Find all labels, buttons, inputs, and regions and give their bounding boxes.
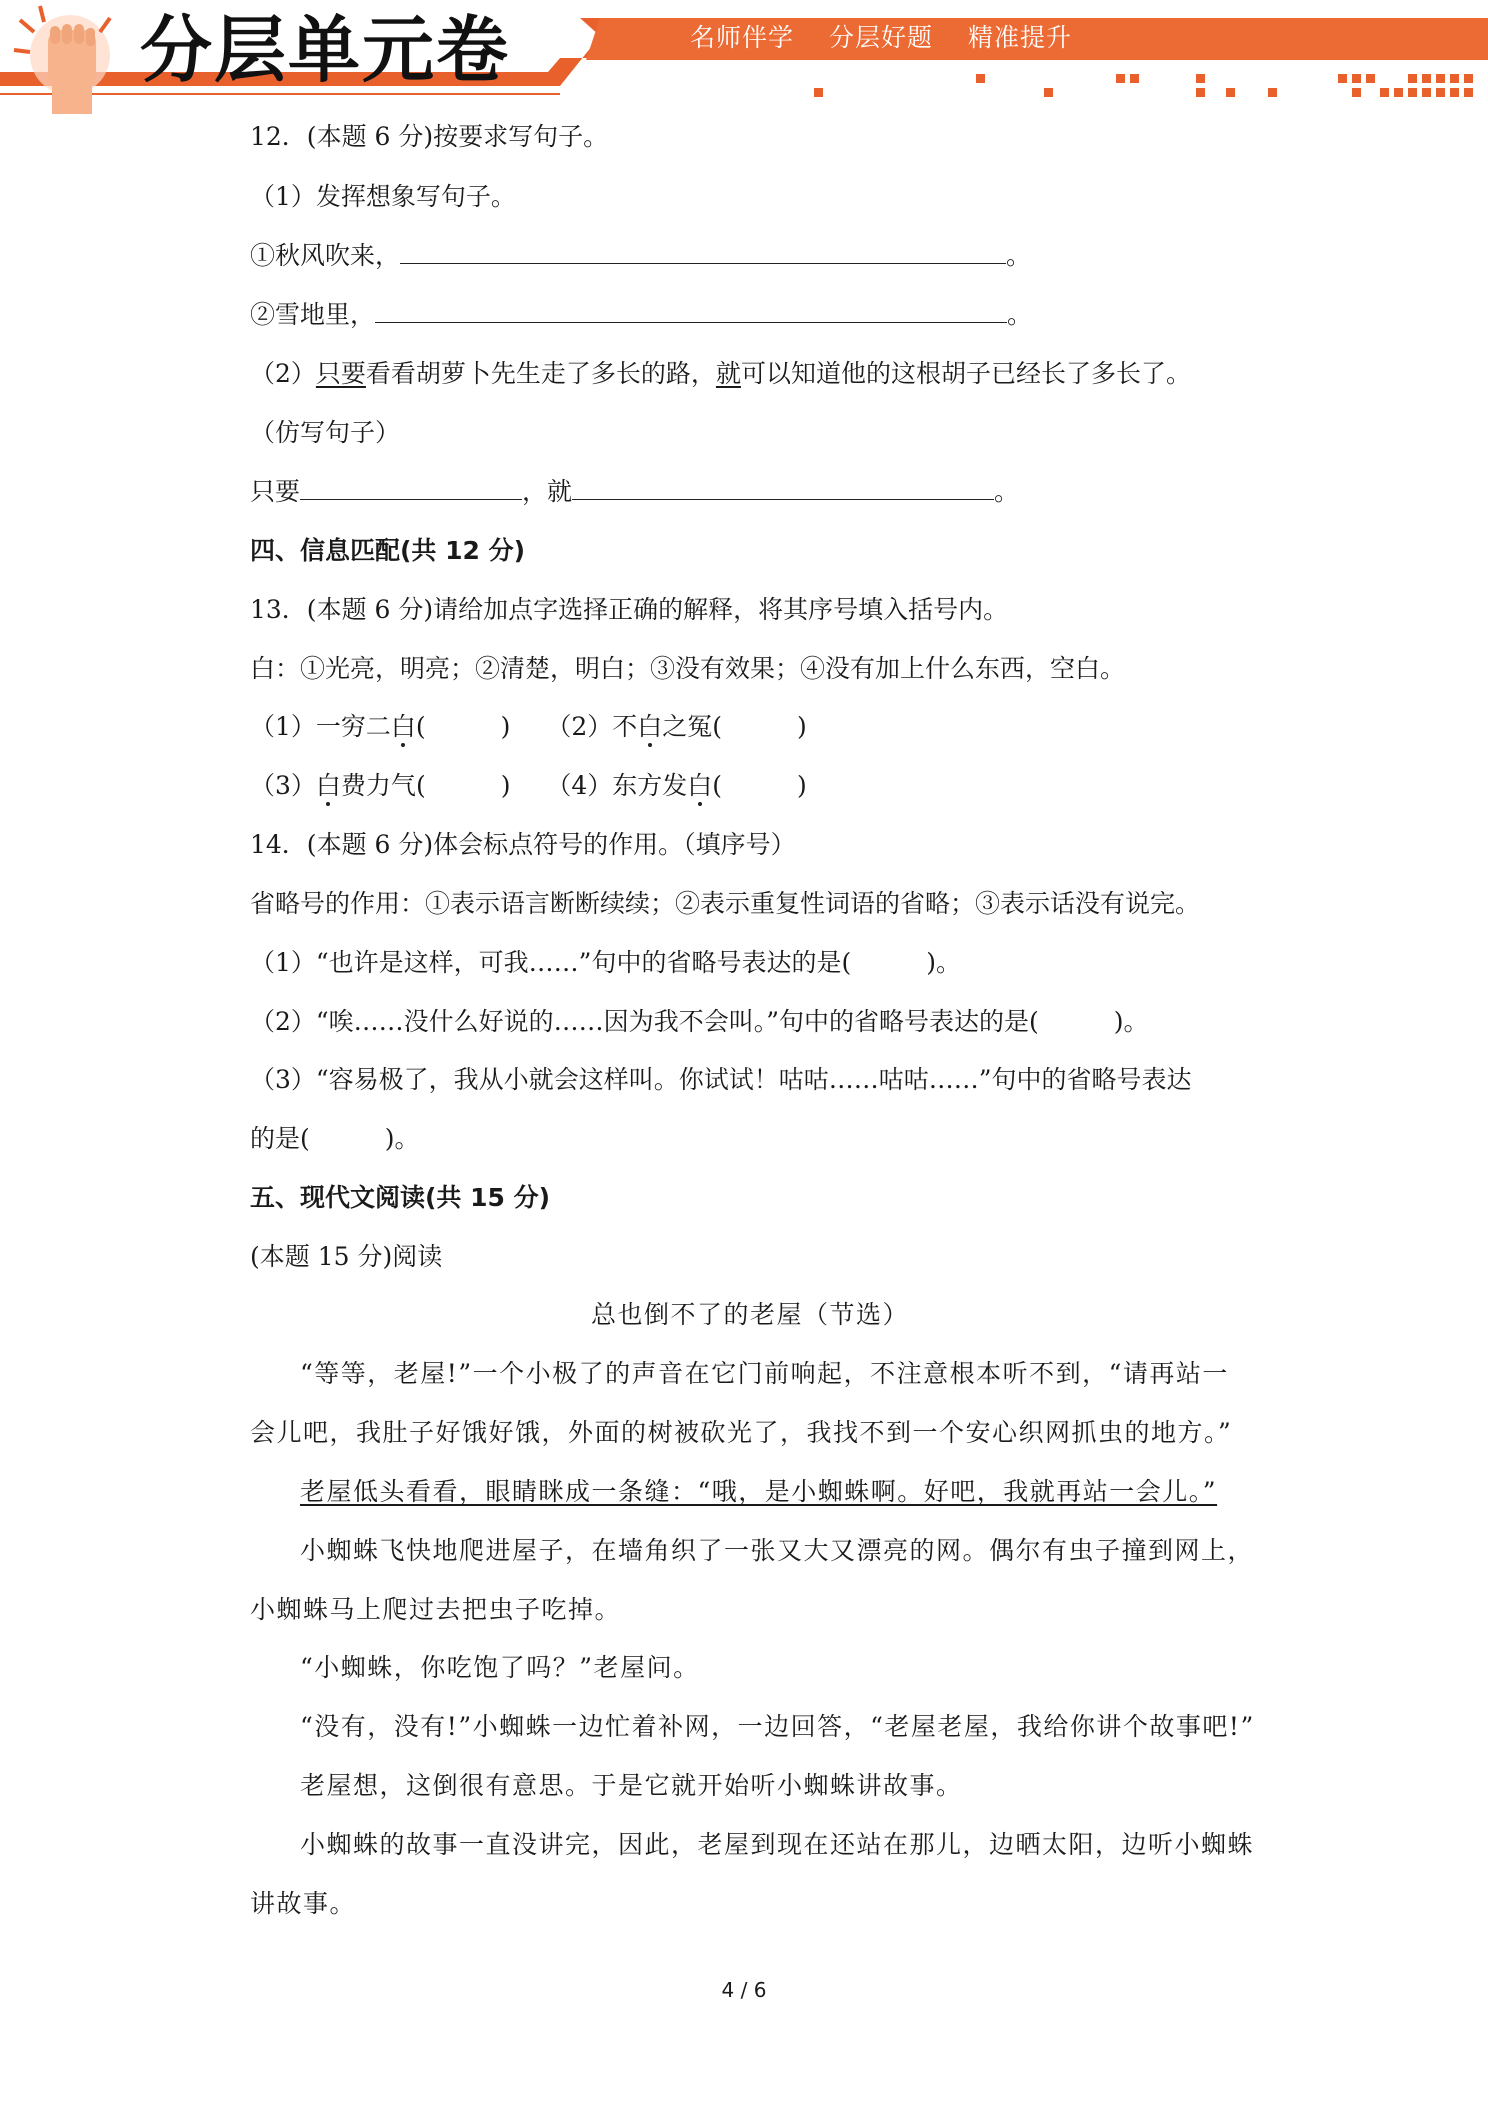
q12-imit-end: 。 bbox=[994, 477, 1020, 506]
slogan-1: 名师伴学 bbox=[690, 23, 795, 52]
answer-blank-a[interactable] bbox=[400, 241, 1006, 264]
reading-para-5: “没有，没有!”小蜘蛛一边忙着补网，一边回答，“老屋老屋，我给你讲个故事吧!” bbox=[300, 1712, 1255, 1741]
section-4-title: 四、信息匹配(共 12 分) bbox=[250, 536, 526, 565]
page-header bbox=[0, 0, 1488, 130]
q12-imit-a: 只要 bbox=[250, 477, 301, 506]
q14-item-2: （2）“唉……没什么好说的……因为我不会叫。”句中的省略号表达的是( )。 bbox=[250, 1007, 1149, 1036]
q12-title: 12．(本题 6 分)按要求写句子。 bbox=[250, 122, 609, 151]
reading-para-2: 老屋低头看看，眼睛眯成一条缝：“哦，是小蜘蛛啊。好吧，我就再站一会儿。” bbox=[300, 1477, 1218, 1506]
q14-item-3-cont: 的是( )。 bbox=[250, 1124, 420, 1153]
reading-title: 总也倒不了的老屋（节选） bbox=[590, 1300, 909, 1329]
q14-definition: 省略号的作用：①表示语言断断续续；②表示重复性词语的省略；③表示话没有说完。 bbox=[250, 889, 1201, 918]
q13-item-3-rest: 费力气 bbox=[340, 771, 416, 800]
answer-paren-1[interactable]: ( ) bbox=[415, 712, 511, 741]
q13-item-4: （4）东方发 bbox=[546, 771, 688, 800]
q14-item-3: （3）“容易极了，我从小就会这样叫。你试试！咕咕……咕咕……”句中的省略号表达 bbox=[250, 1065, 1192, 1094]
q12-line-b bbox=[250, 298, 1032, 332]
reading-para-7: 小蜘蛛的故事一直没讲完，因此，老屋到现在还站在那儿，边晒太阳，边听小蜘蛛 bbox=[300, 1830, 1255, 1859]
brand-title: 分层单元卷 bbox=[140, 8, 511, 92]
q12-part2-note: （仿写句子） bbox=[250, 418, 401, 447]
q14-title: 14．(本题 6 分)体会标点符号的作用。（填序号） bbox=[250, 830, 796, 859]
reading-para-4: “小蜘蛛，你吃饱了吗？”老屋问。 bbox=[300, 1653, 700, 1682]
slogan-3: 精准提升 bbox=[967, 23, 1072, 52]
q12-part2 bbox=[250, 357, 1191, 391]
slogan-2: 分层好题 bbox=[828, 23, 933, 52]
answer-blank-c[interactable] bbox=[300, 477, 522, 500]
q12-end-b: 。 bbox=[1007, 300, 1033, 329]
dotted-char: 白 bbox=[315, 771, 341, 800]
answer-blank-d[interactable] bbox=[572, 477, 994, 500]
dotted-char: 白 bbox=[687, 771, 713, 800]
q12-p2-pre: （2） bbox=[250, 359, 316, 388]
answer-paren-2[interactable]: ( ) bbox=[712, 712, 807, 741]
q13-title: 13．(本题 6 分)请给加点字选择正确的解释，将其序号填入括号内。 bbox=[250, 595, 1009, 624]
q12-p2-post: 可以知道他的这根胡子已经长了多长了。 bbox=[740, 359, 1191, 388]
q13-item-3: （3） bbox=[250, 771, 316, 800]
q12-line-a bbox=[250, 239, 1031, 273]
answer-blank-b[interactable] bbox=[375, 300, 1007, 323]
reading-para-6: 老屋想，这倒很有意思。于是它就开始听小蜘蛛讲故事。 bbox=[300, 1771, 963, 1800]
q13-item-2: （2）不 bbox=[546, 712, 638, 741]
q13-definition: 白：①光亮，明亮；②清楚，明白；③没有效果；④没有加上什么东西，空白。 bbox=[250, 654, 1126, 683]
q12-prompt-b: ②雪地里， bbox=[250, 300, 376, 329]
q12-p2-underlined-2: 就 bbox=[715, 359, 741, 388]
pixel-decoration bbox=[814, 74, 1473, 97]
reading-para-7-cont: 讲故事。 bbox=[250, 1889, 357, 1918]
fist-logo-icon bbox=[14, 6, 110, 114]
reading-para-3-cont: 小蜘蛛马上爬过去把虫子吃掉。 bbox=[250, 1595, 622, 1624]
q13-item-1: （1）一穷二 bbox=[250, 712, 391, 741]
section-5-title: 五、现代文阅读(共 15 分) bbox=[250, 1183, 551, 1212]
q13-row-1 bbox=[250, 710, 807, 744]
answer-paren-4[interactable]: ( ) bbox=[712, 771, 807, 800]
q12-imitation bbox=[250, 475, 1019, 509]
dotted-char: 白 bbox=[637, 712, 663, 741]
q12-end-a: 。 bbox=[1006, 241, 1032, 270]
q12-p2-mid: 看看胡萝卜先生走了多长的路， bbox=[365, 359, 716, 388]
q13-item-2-rest: 之冤 bbox=[662, 712, 713, 741]
q12-p2-underlined-1: 只要 bbox=[315, 359, 366, 388]
dotted-char: 白 bbox=[390, 712, 416, 741]
q12-imit-b: ，就 bbox=[522, 477, 573, 506]
answer-paren-3[interactable]: ( ) bbox=[415, 771, 511, 800]
reading-para-3: 小蜘蛛飞快地爬进屋子，在墙角织了一张又大又漂亮的网。偶尔有虫子撞到网上， bbox=[300, 1536, 1255, 1565]
reading-para-1: “等等，老屋!”一个小极了的声音在它门前响起，不注意根本听不到，“请再站一 bbox=[300, 1359, 1229, 1388]
slogan bbox=[690, 18, 1098, 54]
q12-part1: （1）发挥想象写句子。 bbox=[250, 182, 516, 211]
reading-para-1-cont: 会儿吧，我肚子好饿好饿，外面的树被砍光了，我找不到一个安心织网抓虫的地方。” bbox=[250, 1418, 1233, 1447]
q14-item-1: （1）“也许是这样，可我……”句中的省略号表达的是( )。 bbox=[250, 948, 961, 977]
reading-intro: (本题 15 分)阅读 bbox=[250, 1242, 443, 1271]
q12-prompt-a: ①秋风吹来， bbox=[250, 241, 401, 270]
page-number: 4 / 6 bbox=[721, 1978, 767, 2002]
q13-row-2 bbox=[250, 769, 807, 803]
